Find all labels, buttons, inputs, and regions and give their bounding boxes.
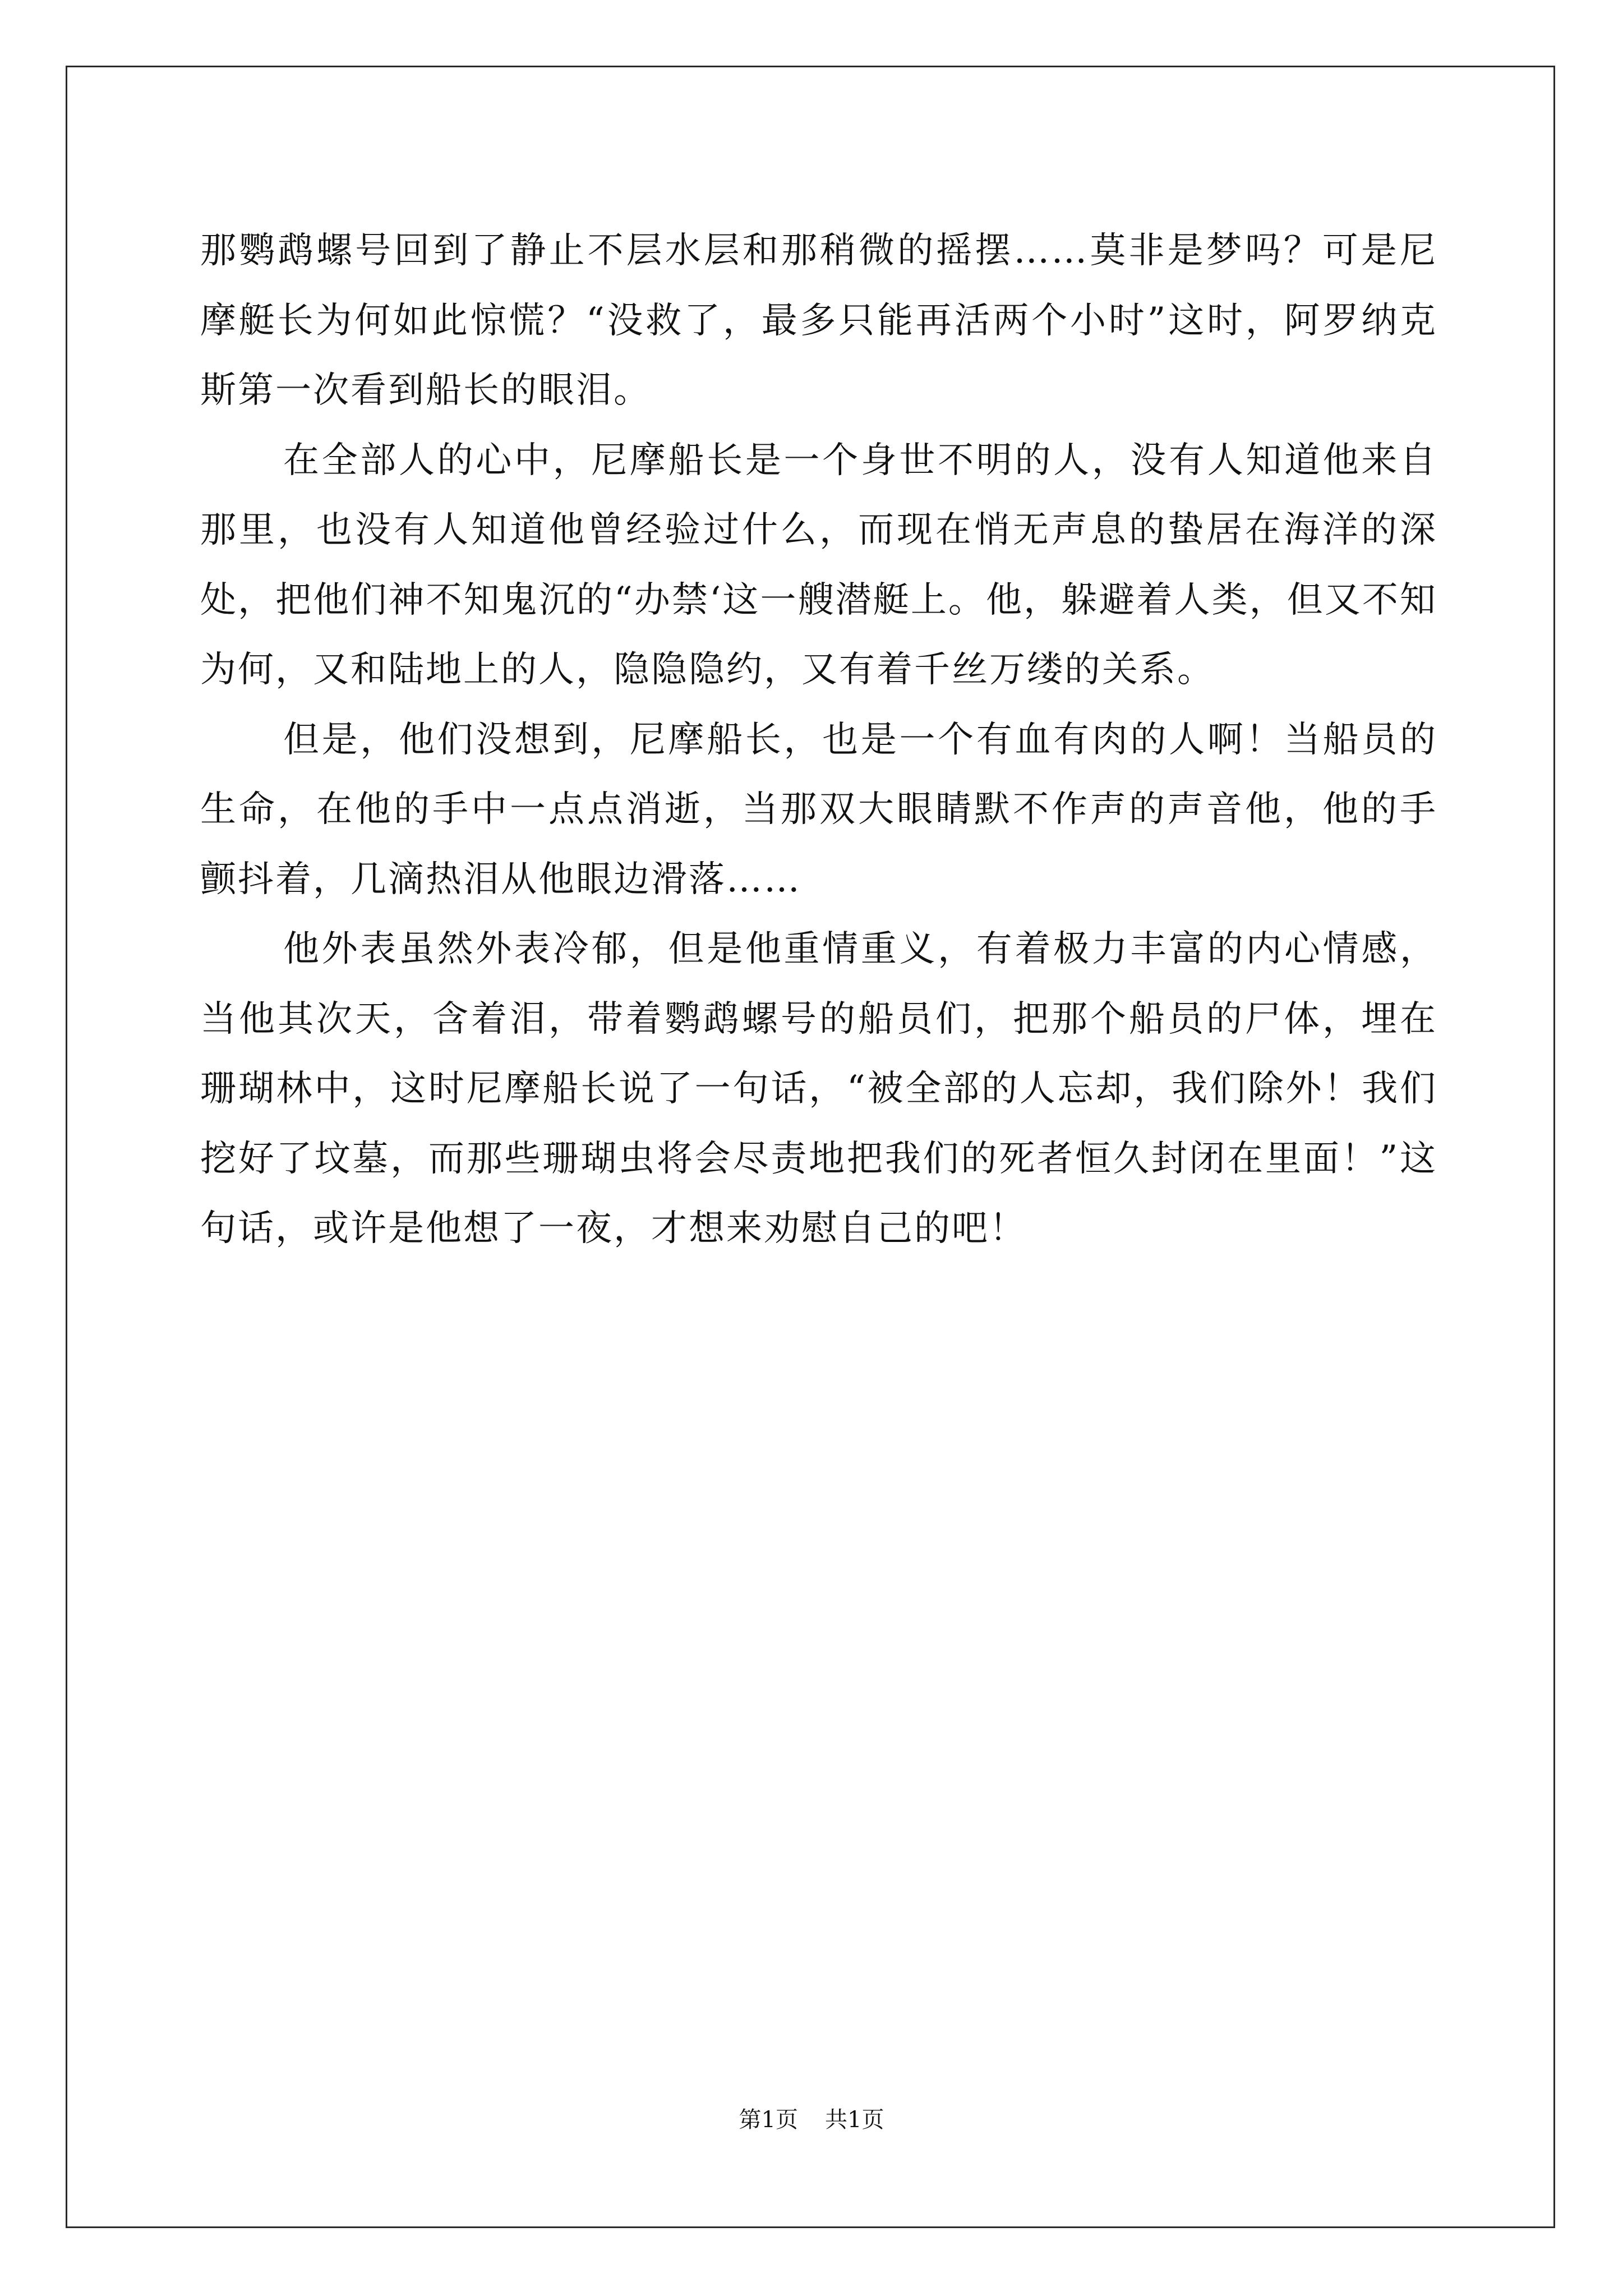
paragraph-2: 在全部人的心中，尼摩船长是一个身世不明的人，没有人知道他来自那里，也没有人知道他曾经验过什么，而现在悄无声息的蛰居在海洋的深处，把他们神不知鬼沉的“办禁‘这一艘潜艇上。他，躲避着人类，但又不知为何，又和陆地上的人，隐隐隐约，又有着千丝万缕的关系。 [200, 439, 1437, 691]
page-number: 第1页 [739, 2107, 798, 2133]
paragraph-3: 但是，他们没想到，尼摩船长，也是一个有血有肉的人啊！当船员的生命，在他的手中一点点消逝，当那双大眼睛默不作声的声音他，他的手颤抖着，几滴热泪从他眼边滑落…… [200, 719, 1437, 900]
document-body [200, 216, 1437, 1264]
paragraph-1: 那鹦鹉螺号回到了静止不层水层和那稍微的摇摆……莫非是梦吗？可是尼摩艇长为何如此惊慌？“没救了，最多只能再活两个小时”这时，阿罗纳克斯第一次看到船长的眼泪。 [200, 230, 1437, 411]
paragraph-4: 他外表虽然外表冷郁，但是他重情重义，有着极力丰富的内心情感，当他其次天，含着泪，带着鹦鹉螺号的船员们，把那个船员的尸体，埋在珊瑚林中，这时尼摩船长说了一句话，“被全部的人忘却，我们除外！我们挖好了坟墓，而那些珊瑚虫将会尽责地把我们的死者恒久封闭在里面！”这句话，或许是他想了一夜，才想来劝慰自己的吧！ [200, 928, 1437, 1249]
page-total: 共1页 [825, 2107, 884, 2133]
page-footer [0, 2102, 1623, 2134]
